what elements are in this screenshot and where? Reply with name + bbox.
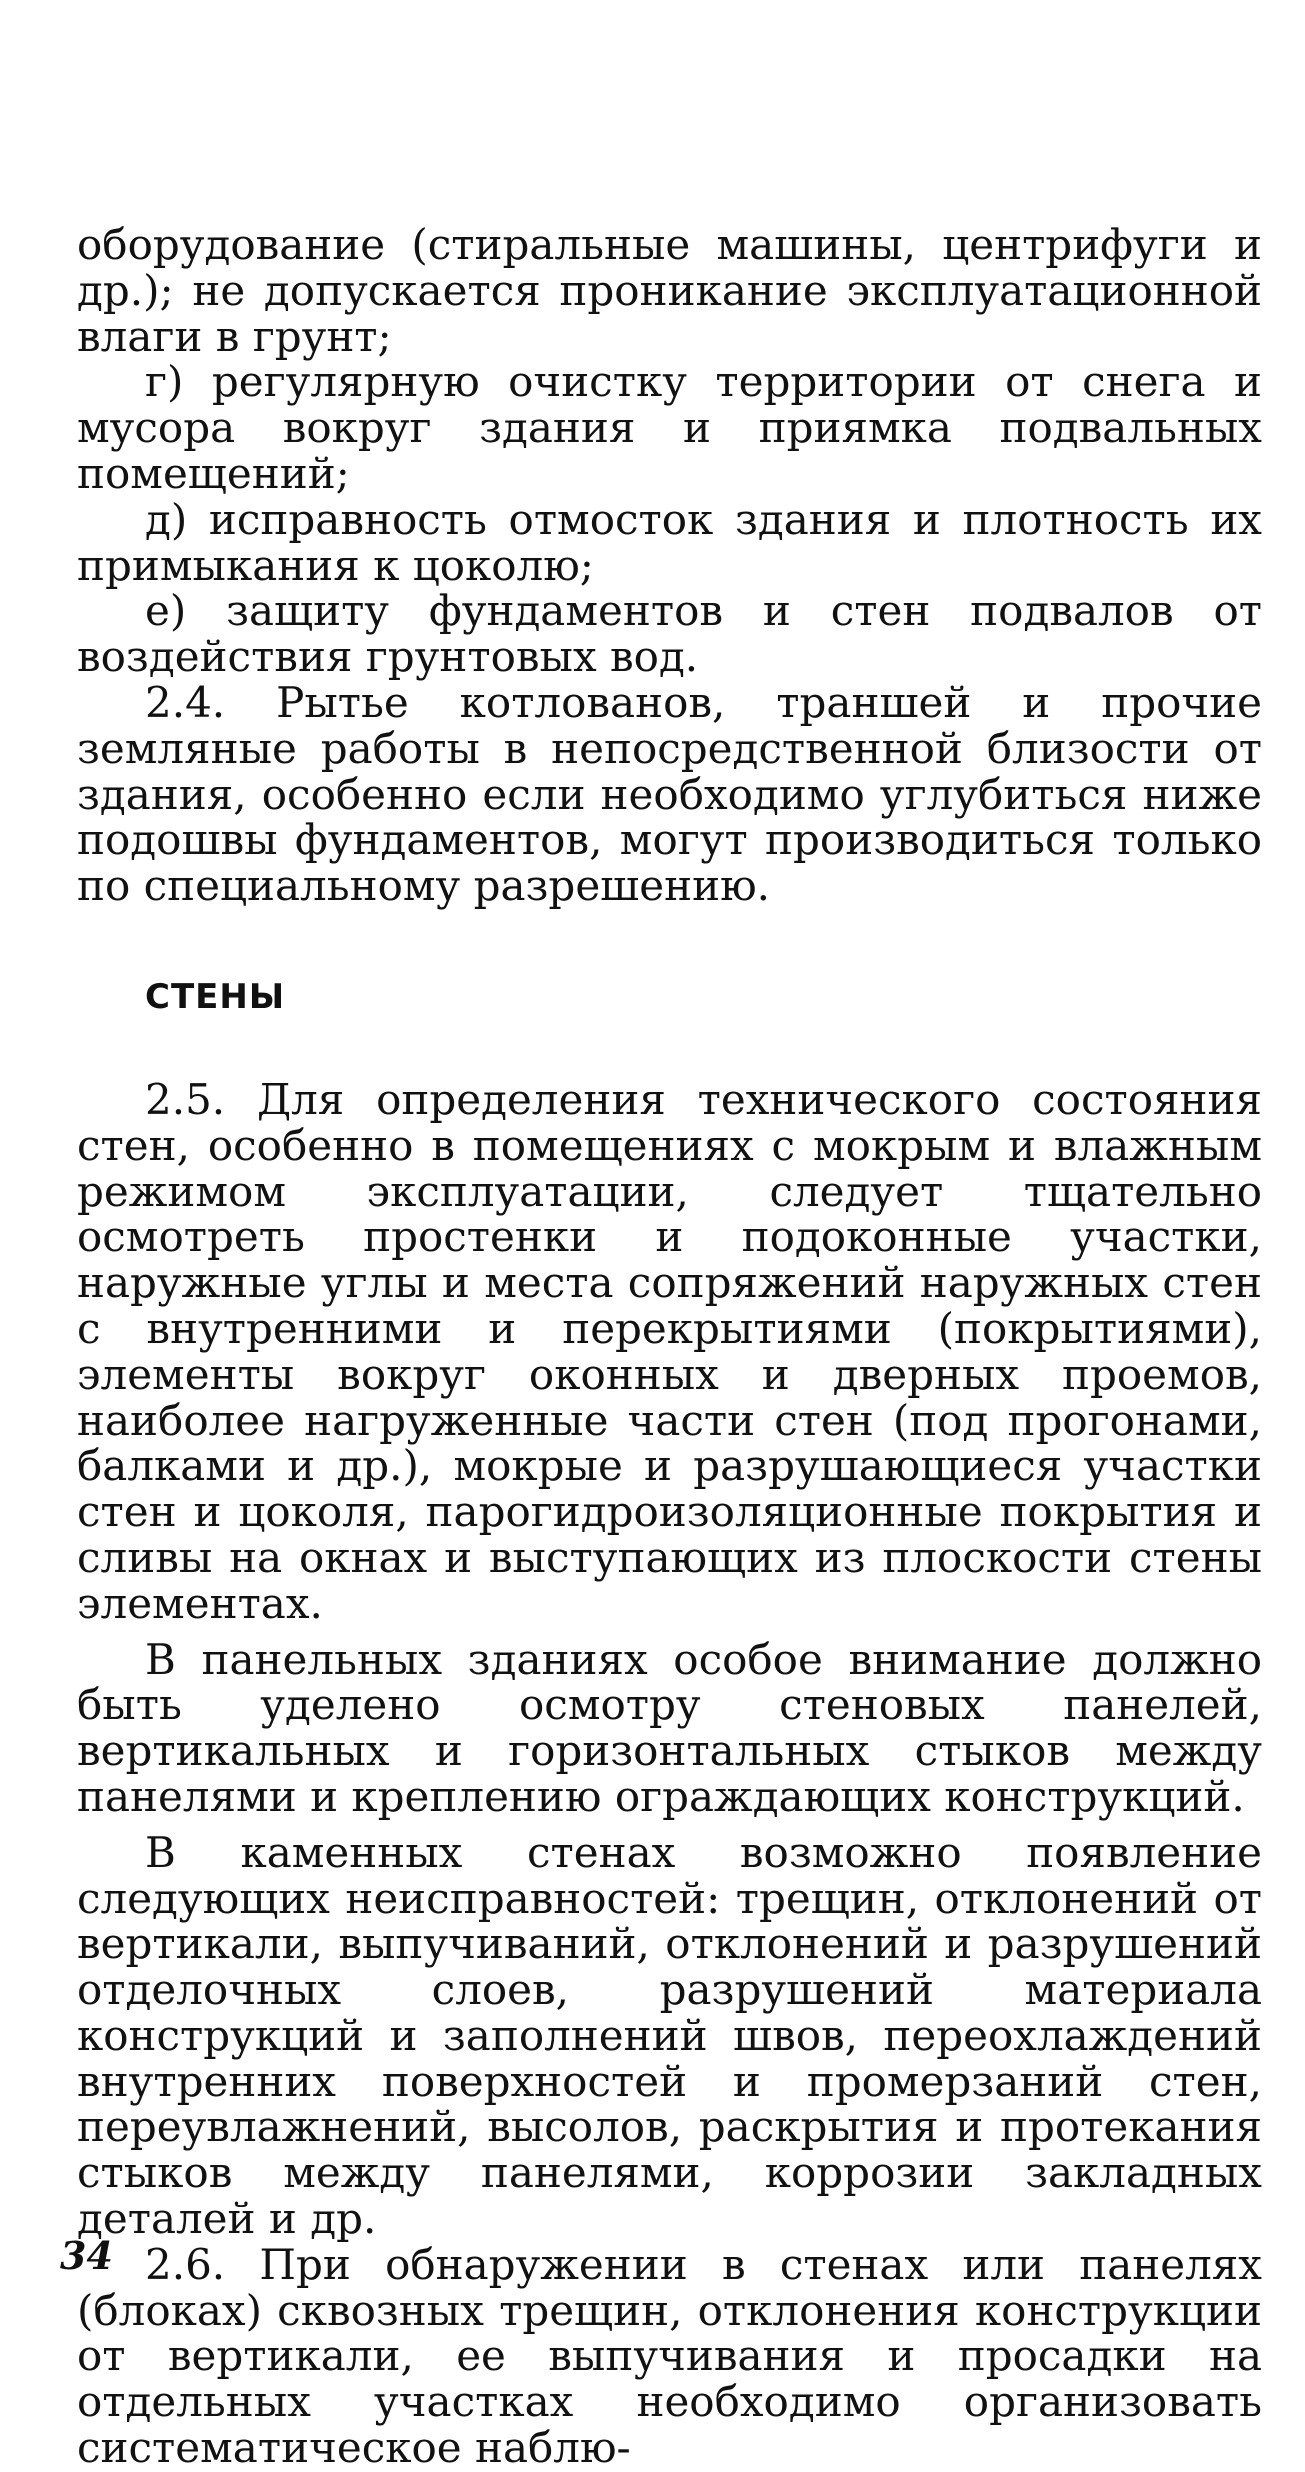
section-heading: СТЕНЫ (145, 976, 286, 1017)
paragraph-item-g: г) регулярную очистку территории от снега и мусора вокруг здания и приямка подвальных помещений; (77, 357, 1262, 498)
document-page (77, 222, 1262, 2471)
paragraph-2-5: 2.5. Для определения технического состояния стен, особенно в помещениях с мокрым и влажным режимом эксплуатации, следует тщательно осмотреть простенки и подоконные участки, наружные углы и места сопряжений наружных стен с внутренними и перекрытиями (покрытиями), элементы вокруг оконных и дверных проемов, наиболее нагруженные части стен (под прогонами, балками и др.), мокрые и разрушающиеся участки стен и цоколя, парогидроизоляционные покрытия и сливы на окнах и выступающих из плоскости стены элементах. (77, 1074, 1262, 1628)
paragraph-equipment-continuation: оборудование (стиральные машины, центрифуги и др.); не допускается проникание эксплуатационной влаги в грунт; (77, 220, 1262, 361)
paragraph-panel-buildings: В панельных зданиях особое внимание должно быть уделено осмотру стеновых панелей, вертикальных и горизонтальных стыков между панелями и креплению ограждающих конструкций. (77, 1634, 1262, 1821)
paragraph-item-d: д) исправность отмосток здания и плотность их примыкания к цоколю; (77, 494, 1262, 590)
paragraph-2-6: 2.6. При обнаружении в стенах или панелях (блоках) сквозных трещин, отклонения конструкции от вертикали, ее выпучивания и просадки на отдельных участках необходимо организовать систематическое наблю- (77, 2239, 1262, 2472)
page-number: 34 (60, 2233, 113, 2278)
paragraph-item-e: е) защиту фундаментов и стен подвалов от воздействия грунтовых вод. (77, 586, 1262, 682)
paragraph-2-4: 2.4. Рытье котлованов, траншей и прочие земляные работы в непосредственной близости от здания, особенно если необходимо углубиться ниже подошвы фундаментов, могут производиться только по специальному разрешению. (77, 677, 1262, 911)
paragraph-stone-walls: В каменных стенах возможно появление следующих неисправностей: трещин, отклонений от вертикали, выпучиваний, отклонений и разрушений отделочных слоев, разрушений материала конструкций и заполнений швов, переохлаждений внутренних поверхностей и промерзаний стен, переувлажнений, высолов, раскрытия и протекания стыков между панелями, коррозии закладных деталей и др. (77, 1827, 1262, 2244)
